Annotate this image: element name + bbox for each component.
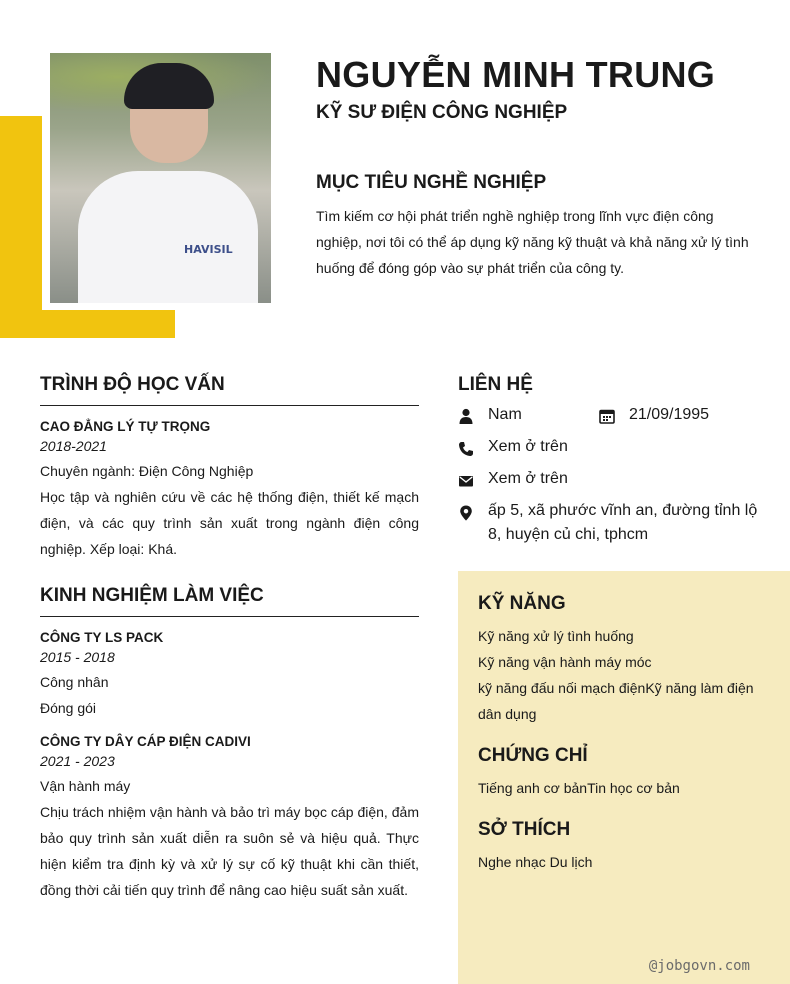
skills-list — [478, 623, 770, 727]
experience-years: 2015 - 2018 — [40, 649, 115, 665]
experience-company: CÔNG TY LS PACK — [40, 630, 164, 645]
skill-item: kỹ năng đấu nối mạch điệnKỹ năng làm điện dân dụng — [478, 680, 754, 722]
education-divider — [40, 405, 419, 406]
skill-item: Kỹ năng vận hành máy móc — [478, 654, 652, 670]
contact-birthday: 21/09/1995 — [629, 406, 710, 423]
education-title: TRÌNH ĐỘ HỌC VẤN — [40, 374, 225, 395]
phone-icon — [458, 441, 474, 457]
profile-photo — [50, 53, 271, 303]
experience-line: Công nhân — [40, 674, 109, 690]
experience-title: KINH NGHIỆM LÀM VIỆC — [40, 585, 264, 606]
contact-title: LIÊN HỆ — [458, 374, 533, 395]
objective-title: MỤC TIÊU NGHỀ NGHIỆP — [316, 172, 547, 193]
contact-phone: Xem ở trên — [488, 438, 568, 455]
experience-entry — [40, 630, 419, 721]
experience-years: 2021 - 2023 — [40, 753, 115, 769]
calendar-icon — [599, 408, 615, 424]
education-major: Chuyên ngành: Điện Công Nghiệp — [40, 463, 254, 479]
location-pin-icon — [458, 505, 474, 521]
experience-role: Vận hành máy — [40, 778, 131, 794]
experience-line: Đóng gói — [40, 700, 97, 716]
candidate-name: NGUYỄN MINH TRUNG — [316, 54, 716, 95]
accent-bar-horizontal — [0, 310, 175, 338]
education-years: 2018-2021 — [40, 438, 107, 454]
contact-email: Xem ở trên — [488, 470, 568, 487]
experience-divider — [40, 616, 419, 617]
education-description: Học tập và nghiên cứu về các hệ thống điện, thiết kế mạch điện, và các quy trình sản xuất trong ngành điện công nghiệp. Xếp loại: Khá. — [40, 489, 419, 557]
sidebar-panel — [458, 571, 790, 984]
watermark: @jobgovn.com — [648, 958, 750, 974]
experience-company: CÔNG TY DÂY CÁP ĐIỆN CADIVI — [40, 734, 251, 749]
experience-section — [40, 585, 419, 903]
contact-address: ấp 5, xã phước vĩnh an, đường tỉnh lộ 8, huyện củ chi, tphcm — [488, 502, 758, 543]
education-section — [40, 374, 419, 562]
photo-shirt-print: HAVISIL — [184, 243, 233, 256]
contact-gender: Nam — [488, 406, 522, 423]
skills-title: KỸ NĂNG — [478, 593, 566, 614]
certificates-title: CHỨNG CHỈ — [478, 745, 588, 766]
envelope-icon — [458, 473, 474, 489]
education-school: CAO ĐẲNG LÝ TỰ TRỌNG — [40, 419, 211, 434]
objective-text: Tìm kiếm cơ hội phát triển nghề nghiệp trong lĩnh vực điện công nghiệp, nơi tôi có thể áp dụng kỹ năng kỹ thuật và khả năng xử lý tình huống để đóng góp vào sự phát triển của công ty. — [316, 208, 749, 276]
certificates-text: Tiếng anh cơ bảnTin học cơ bản — [478, 780, 680, 796]
person-icon — [458, 408, 474, 424]
candidate-job-title: KỸ SƯ ĐIỆN CÔNG NGHIỆP — [316, 102, 568, 123]
hobbies-title: SỞ THÍCH — [478, 819, 571, 840]
hobbies-text: Nghe nhạc Du lịch — [478, 854, 593, 870]
skill-item: Kỹ năng xử lý tình huống — [478, 628, 634, 644]
photo-shirt — [78, 171, 258, 303]
experience-entry — [40, 734, 419, 903]
accent-bar-vertical — [0, 116, 42, 338]
experience-description: Chịu trách nhiệm vận hành và bảo trì máy bọc cáp điện, đảm bảo quy trình sản xuất diễn ra suôn sẻ và hiệu quả. Thực hiện kiểm tra định kỳ và xử lý sự cố kỹ thuật khi cần thiết, đồng thời cải tiến quy trình để nâng cao hiệu suất sản xuất. — [40, 804, 419, 898]
